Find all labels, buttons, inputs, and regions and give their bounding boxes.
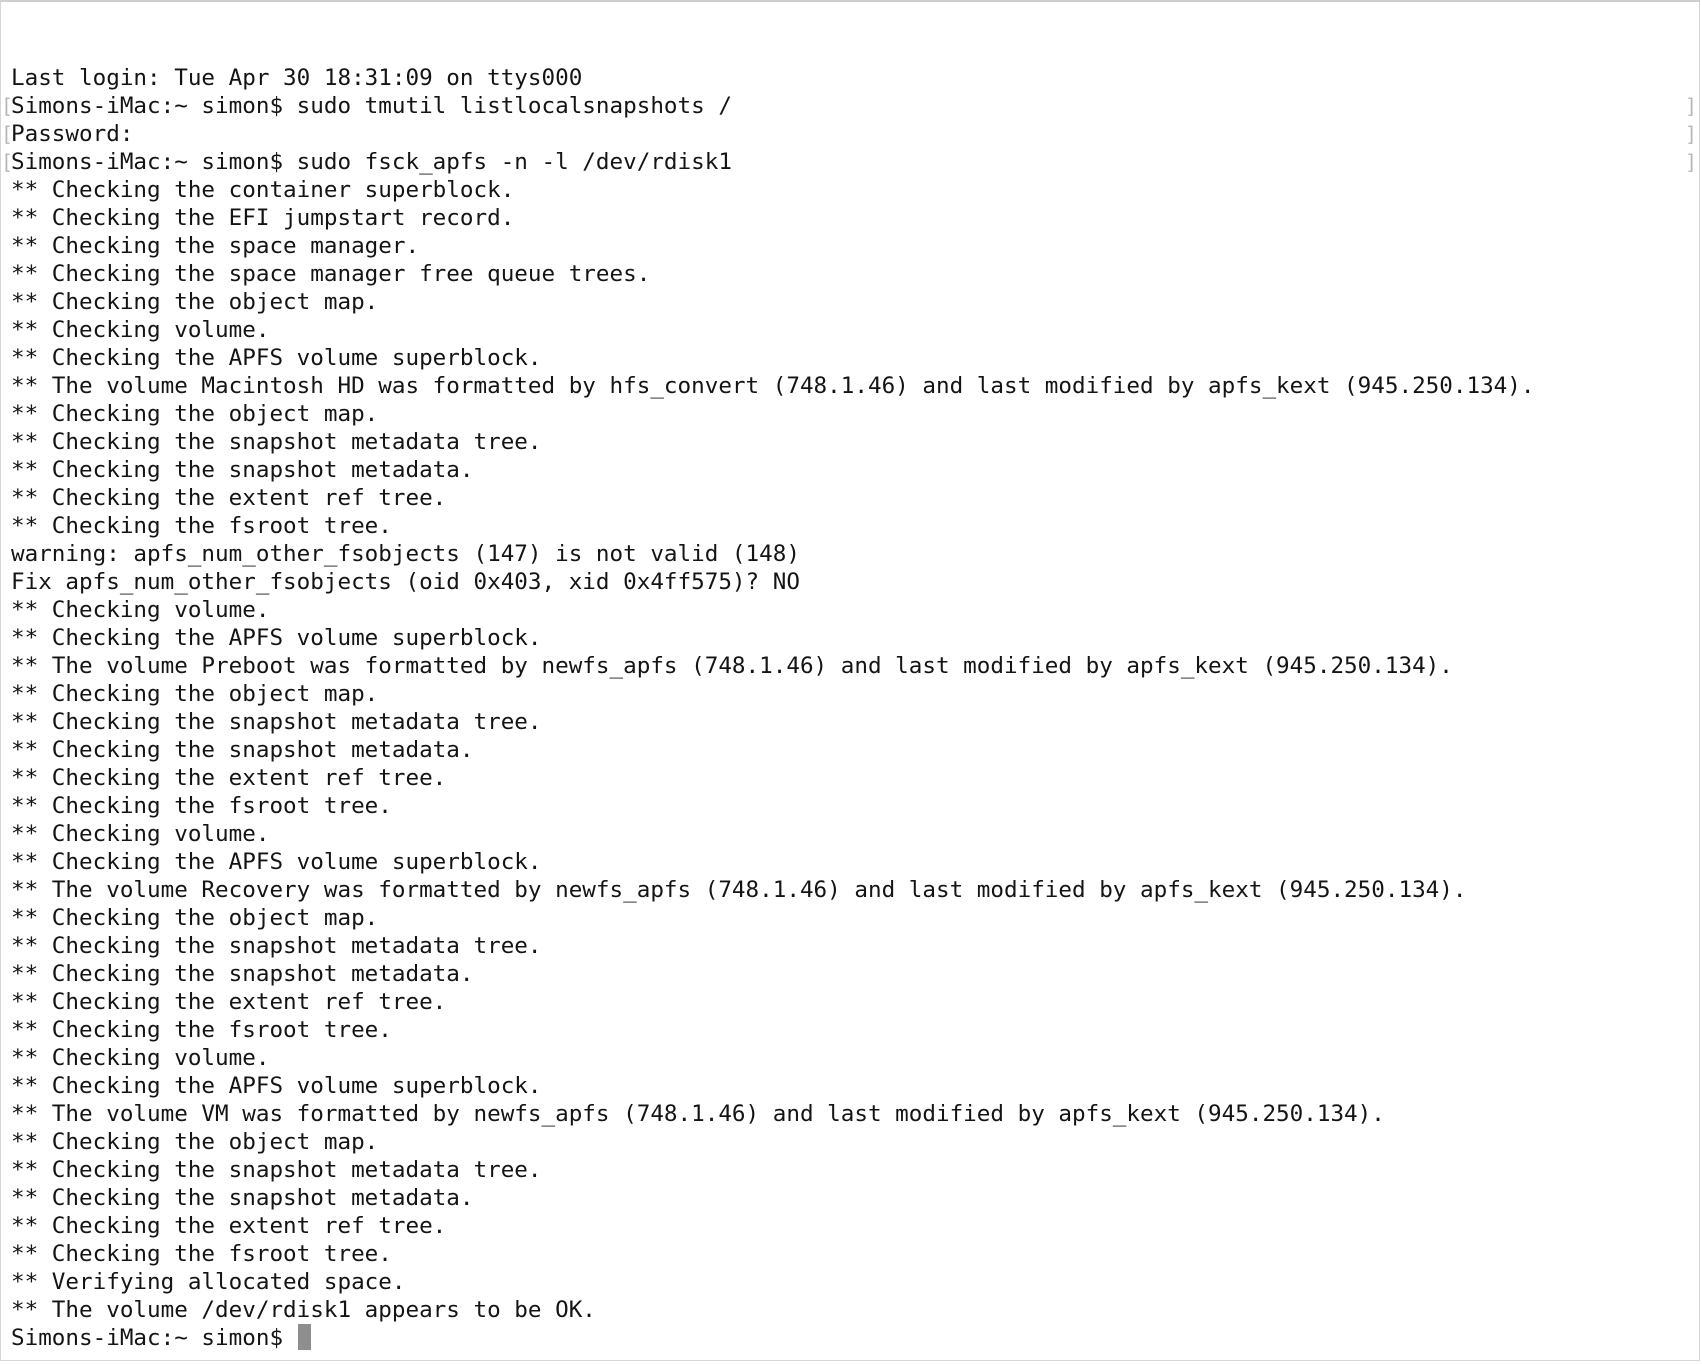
- output-line: ** The volume Preboot was formatted by newfs_apfs (748.1.46) and last modified by apfs_kext (945.250.134).: [11, 653, 1453, 679]
- output-line: ** Checking the object map.: [11, 1129, 379, 1155]
- output-line: ** Checking the snapshot metadata.: [11, 737, 474, 763]
- output-line: ** Checking the snapshot metadata.: [11, 1185, 474, 1211]
- output-line: ** Checking the object map.: [11, 401, 379, 427]
- output-line: ** Checking the APFS volume superblock.: [11, 345, 542, 371]
- output-line: ** Checking the snapshot metadata tree.: [11, 933, 542, 959]
- output-line: ** Checking the object map.: [11, 681, 379, 707]
- output-line: ** Checking the extent ref tree.: [11, 485, 447, 511]
- output-line: ** Checking the APFS volume superblock.: [11, 1073, 542, 1099]
- output-line: ** Checking the extent ref tree.: [11, 765, 447, 791]
- output-line: Fix apfs_num_other_fsobjects (oid 0x403, xid 0x4ff575)? NO: [11, 569, 800, 595]
- output-line: ** Checking the extent ref tree.: [11, 1213, 447, 1239]
- output-line: ** Checking the APFS volume superblock.: [11, 625, 542, 651]
- output-line: ** Checking the snapshot metadata.: [11, 457, 474, 483]
- output-line: ** Checking volume.: [11, 821, 270, 847]
- output-line: ** The volume VM was formatted by newfs_apfs (748.1.46) and last modified by apfs_kext (945.250.134).: [11, 1101, 1385, 1127]
- output-line: ** Checking the snapshot metadata tree.: [11, 709, 542, 735]
- text-cursor: [298, 1324, 311, 1350]
- output-line: ** Checking the fsroot tree.: [11, 1241, 392, 1267]
- output-line: ** The volume /dev/rdisk1 appears to be OK.: [11, 1297, 596, 1323]
- output-line: ** Checking the snapshot metadata tree.: [11, 1157, 542, 1183]
- output-line: ** Checking volume.: [11, 597, 270, 623]
- output-line: ** Checking volume.: [11, 1045, 270, 1071]
- output-line: ** Checking the fsroot tree.: [11, 513, 392, 539]
- prompt-line[interactable]: [11, 1324, 1689, 1352]
- output-line: ** Checking the space manager free queue trees.: [11, 261, 651, 287]
- output-line: Last login: Tue Apr 30 18:31:09 on ttys000: [11, 65, 583, 91]
- output-line: ** The volume Macintosh HD was formatted by hfs_convert (748.1.46) and last modified by apfs_kext (945.250.134).: [11, 373, 1535, 399]
- output-line: ** Checking the snapshot metadata.: [11, 961, 474, 987]
- prompt-text: Simons-iMac:~ simon$: [11, 1325, 297, 1351]
- output-line: ** Checking the object map.: [11, 289, 379, 315]
- output-line: ** Checking the object map.: [11, 905, 379, 931]
- output-line: [ Password: ]: [11, 120, 1689, 148]
- output-line: ** Checking the extent ref tree.: [11, 989, 447, 1015]
- output-line: ** Checking the EFI jumpstart record.: [11, 205, 515, 231]
- output-line: warning: apfs_num_other_fsobjects (147) is not valid (148): [11, 541, 800, 567]
- terminal-output[interactable]: [11, 8, 1689, 1354]
- output-line: ** Checking the snapshot metadata tree.: [11, 429, 542, 455]
- output-line: ** Checking the container superblock.: [11, 177, 515, 203]
- output-line: [ Simons-iMac:~ simon$ sudo tmutil listlocalsnapshots / ]: [11, 92, 1689, 120]
- output-line: ** The volume Recovery was formatted by newfs_apfs (748.1.46) and last modified by apfs_kext (945.250.134).: [11, 877, 1467, 903]
- output-line: ** Verifying allocated space.: [11, 1269, 406, 1295]
- output-line: ** Checking the space manager.: [11, 233, 420, 259]
- output-line: ** Checking the fsroot tree.: [11, 1017, 392, 1043]
- output-line: [ Simons-iMac:~ simon$ sudo fsck_apfs -n -l /dev/rdisk1 ]: [11, 148, 1689, 176]
- output-line: ** Checking the fsroot tree.: [11, 793, 392, 819]
- output-line: ** Checking volume.: [11, 317, 270, 343]
- output-line: ** Checking the APFS volume superblock.: [11, 849, 542, 875]
